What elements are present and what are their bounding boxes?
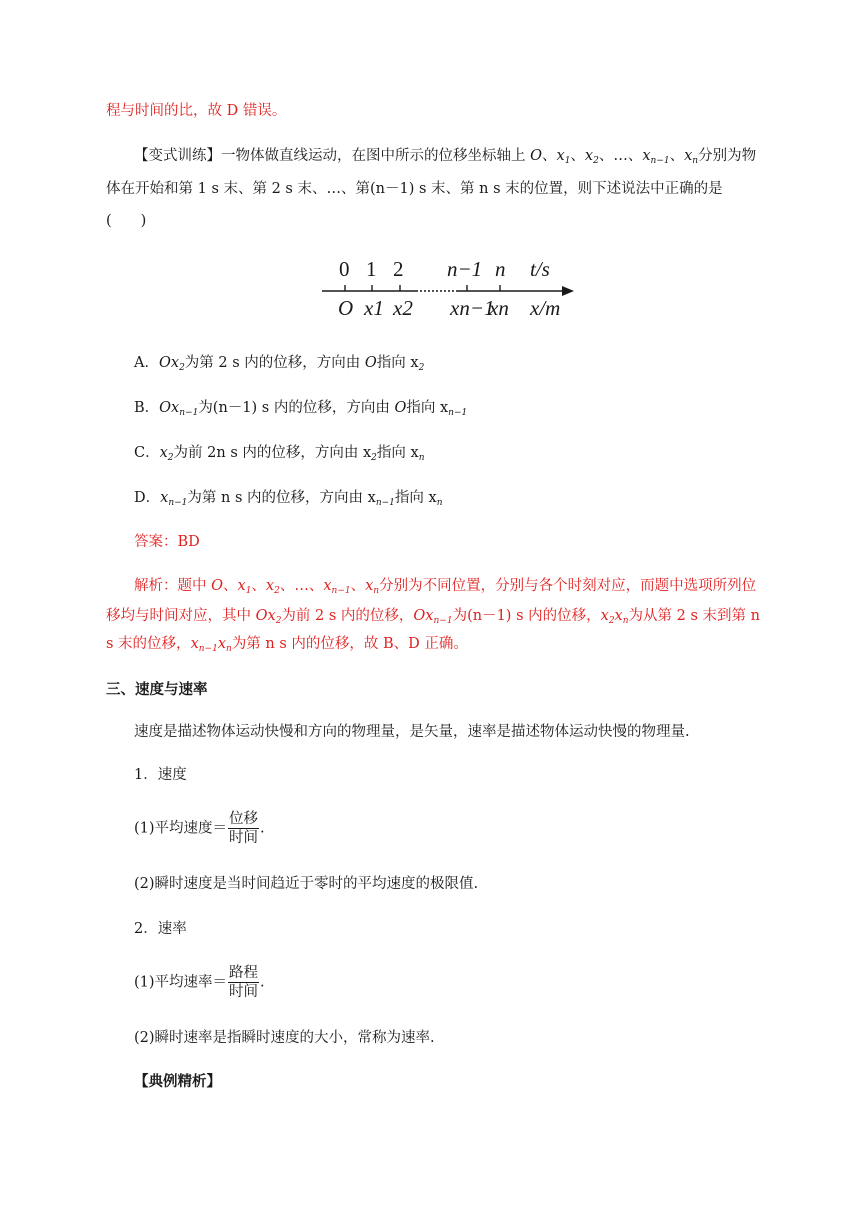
section-intro: 速度是描述物体运动快慢和方向的物理量，是矢量，速率是描述物体运动快慢的物理量. (134, 724, 690, 740)
velocity-fraction: $\frac{\text{位移}}{\text{时间}}$ (229, 811, 259, 846)
velocity-subheading: 1．速度 (134, 767, 187, 783)
position-axis-unit: x/m (530, 296, 561, 320)
previous-analysis-tail: 程与时间的比，故 D 错误。 (106, 103, 287, 119)
analysis-line-3: s 末的位移，$x_{n-1}x_n$为第 n s 内的位移，故 B、D 正确。 (106, 636, 468, 654)
speed-fraction: $\frac{\text{路程}}{\text{时间}}$ (229, 965, 259, 1000)
instantaneous-velocity: (2)瞬时速度是当时间趋近于零时的平均速度的极限值. (134, 876, 479, 892)
time-label-n-1: n−1 (447, 257, 483, 281)
time-label-n: n (495, 257, 506, 281)
position-label-x1: x1 (364, 296, 384, 320)
position-label-xn: xn (489, 296, 509, 320)
option-d: D．$x_{n-1}$为第 n s 内的位移，方向由 $x_{n-1}$指向 $x_n$ (134, 490, 443, 508)
position-label-xn-1: xn−1 (450, 296, 495, 320)
position-label-O: O (338, 296, 354, 320)
displacement-axis-figure (316, 254, 586, 326)
analysis-line-1: 解析：题中 O、$x_1$、$x_2$、…、$x_{n-1}$、$x_n$分别为不同位置，分别与各个时刻对应，而题中选项所列位 (134, 578, 757, 596)
option-b: B．$Ox_{n-1}$为(n－1) s 内的位移，方向由 O指向 $x_{n-1}$ (134, 400, 468, 418)
average-velocity-formula: (1)平均速度＝ $\frac{\text{位移}}{\text{时间}}$ . (134, 811, 265, 846)
instantaneous-speed: (2)瞬时速率是指瞬时速度的大小，常称为速率. (134, 1030, 435, 1046)
exercise-text-b: 分别为物 (698, 148, 757, 164)
example-label: 【典例精析】 (134, 1073, 221, 1090)
average-speed-formula: (1)平均速率＝ $\frac{\text{路程}}{\text{时间}}$ . (134, 965, 265, 1000)
section-heading: 三、速度与速率 (106, 681, 208, 698)
answer-parentheses: ( ) (106, 213, 147, 229)
time-axis-unit: t/s (530, 257, 550, 281)
speed-subheading: 2．速率 (134, 921, 187, 937)
time-label-0: 0 (339, 257, 350, 281)
exercise-line-1: 【变式训练】一物体做直线运动，在图中所示的位移坐标轴上 O、$x_1$、$x_2$、…、$x_{n-1}$、$x_n$分别为物 (134, 148, 757, 166)
option-c: C．$x_2$为前 2n s 内的位移，方向由 $x_2$指向 $x_n$ (134, 445, 425, 463)
time-label-1: 1 (366, 257, 377, 281)
answer: 答案：BD (134, 534, 200, 550)
option-a: A．$Ox_2$为第 2 s 内的位移，方向由 O指向 $x_2$ (134, 355, 425, 373)
time-label-2: 2 (393, 257, 404, 281)
exercise-line-2: 体在开始和第 1 s 末、第 2 s 末、…、第(n－1) s 末、第 n s 末的位置，则下述说法中正确的是 (106, 181, 723, 197)
exercise-text: 一物体做直线运动，在图中所示的位移坐标轴上 (221, 148, 531, 164)
position-label-x2: x2 (393, 296, 413, 320)
analysis-line-2: 移均与时间对应，其中 $Ox_2$为前 2 s 内的位移，$Ox_{n-1}$为(n－1) s 内的位移，$x_2x_n$为从第 2 s 末到第 n (106, 608, 760, 626)
axis-arrowhead (562, 286, 574, 296)
exercise-label: 【变式训练】 (134, 148, 221, 164)
